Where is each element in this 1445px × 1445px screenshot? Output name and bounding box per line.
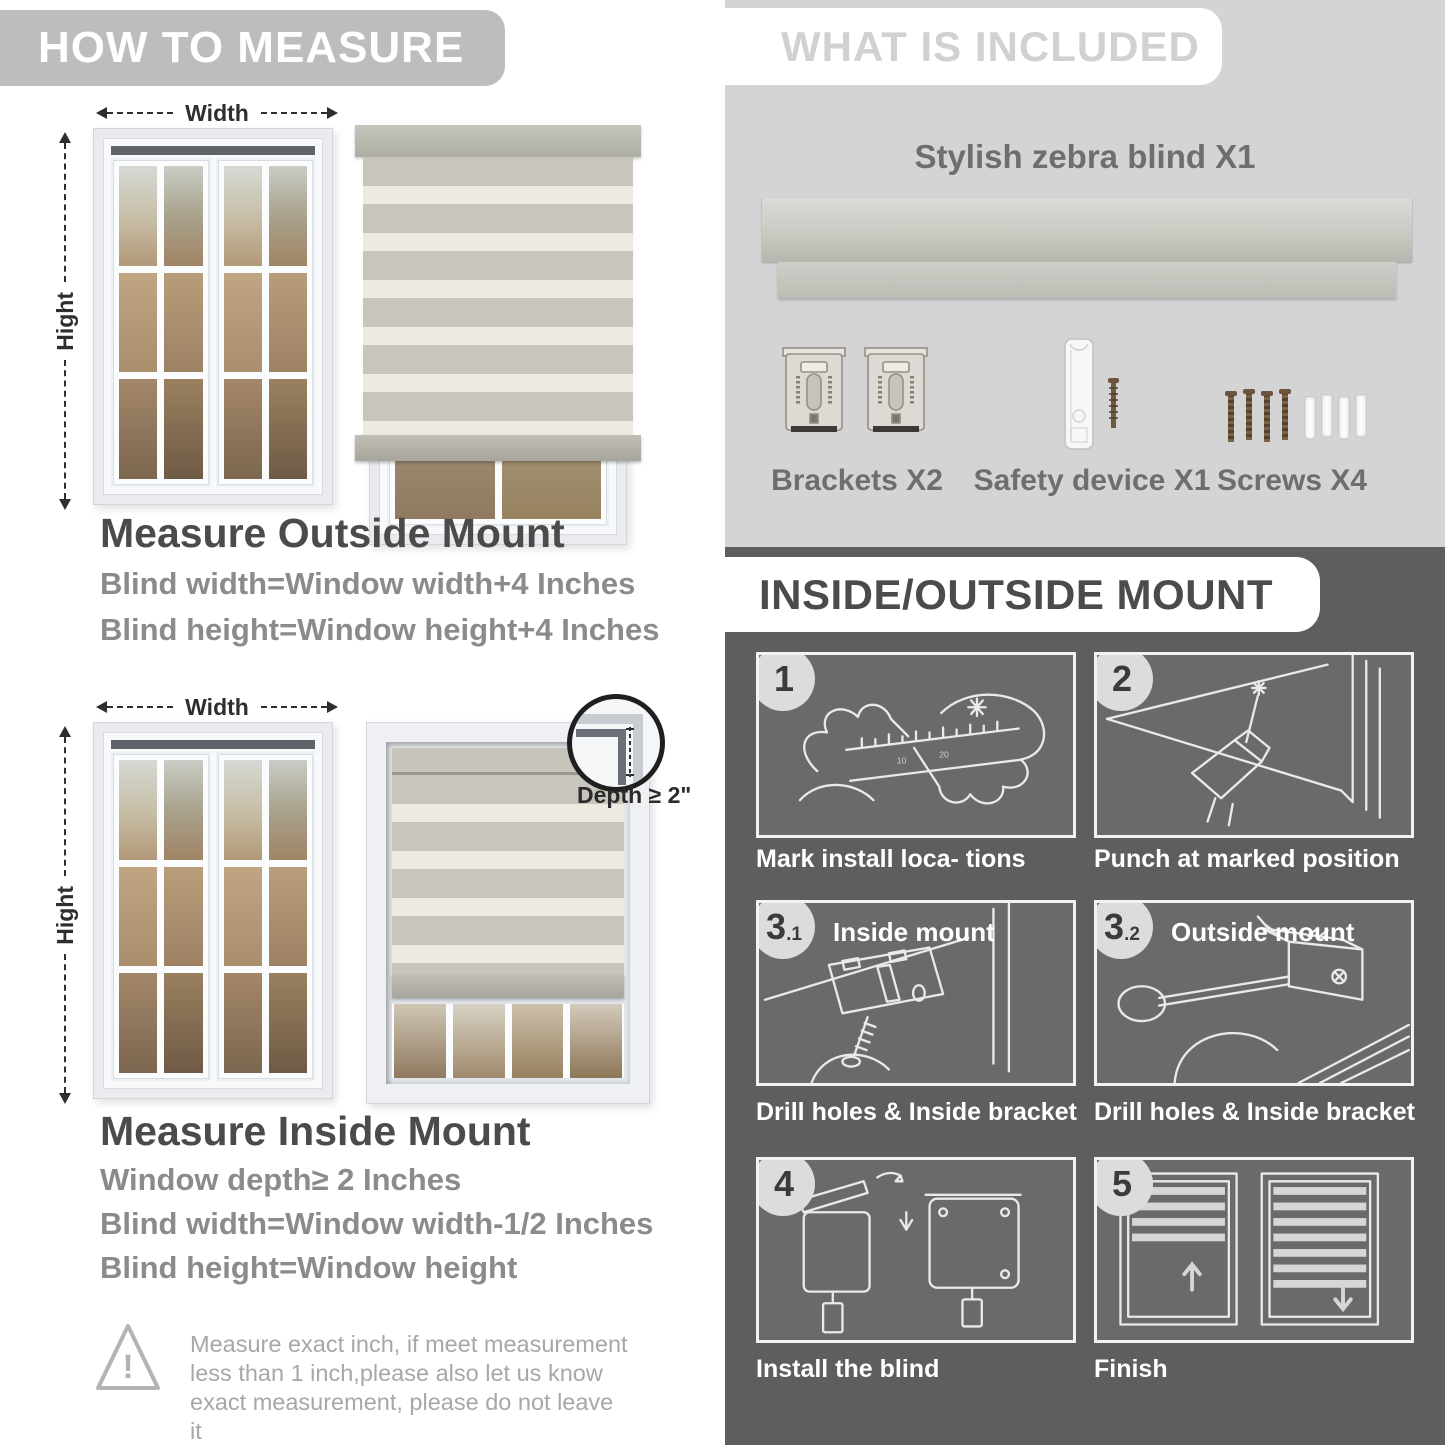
step-3-2-box <box>1094 900 1414 1086</box>
how-to-measure-title: HOW TO MEASURE <box>38 23 465 72</box>
step-1-badge: 1 <box>756 652 815 711</box>
height-label: Hight <box>51 291 78 351</box>
width-arrow <box>96 693 338 720</box>
zebra-blind-item-label: Stylish zebra blind X1 <box>914 138 1256 175</box>
step-4-badge: 4 <box>756 1157 815 1216</box>
mount-header <box>725 557 1320 632</box>
step-3-1-caption: Drill holes & Inside bracket <box>756 1098 1077 1126</box>
step-3-2-caption: Drill holes & Inside bracket <box>1094 1098 1415 1126</box>
outside-mount-formula-width: Blind width=Window width+4 Inches <box>100 566 636 601</box>
mount-title: INSIDE/OUTSIDE MOUNT <box>759 570 1274 618</box>
brackets-icon <box>781 342 931 444</box>
zebra-stripes <box>363 157 633 435</box>
window-sash <box>111 752 211 1081</box>
window-sash <box>216 752 316 1081</box>
height-label: Hight <box>51 885 78 945</box>
step-2-badge: 2 <box>1094 652 1153 711</box>
outside-mount-formula-height: Blind height=Window height+4 Inches <box>100 612 660 647</box>
blind-bottom-bar <box>355 435 641 461</box>
measure-warning <box>92 1318 667 1445</box>
step-5-box <box>1094 1157 1414 1343</box>
arrow-down-icon <box>59 499 71 510</box>
arrow-right-icon <box>327 701 338 713</box>
safety-device-icon <box>1059 336 1129 454</box>
width-arrow <box>96 99 338 126</box>
step-2-caption: Punch at marked position <box>1094 845 1400 873</box>
window-top-rail <box>111 146 315 155</box>
arrow-right-icon <box>327 107 338 119</box>
svg-text:20: 20 <box>939 749 949 760</box>
arrow-down-icon <box>59 1093 71 1104</box>
inside-mount-depth-rule: Window depth≥ 2 Inches <box>100 1162 462 1197</box>
blind-cassette <box>355 125 641 157</box>
blind-bottom-bar <box>392 974 624 998</box>
blind-illustration-outside <box>355 125 641 545</box>
step-3-1-box <box>756 900 1076 1086</box>
depth-magnifier-icon <box>567 694 665 792</box>
inside-mount-formula-height: Blind height=Window height <box>100 1250 518 1285</box>
inside-mount-formula-width: Blind width=Window width-1/2 Inches <box>100 1206 654 1241</box>
depth-label: Depth ≥ 2" <box>577 782 692 808</box>
svg-text:10: 10 <box>896 755 907 766</box>
outside-mount-label: Outside mount <box>1171 917 1355 947</box>
arrow-left-icon <box>96 107 107 119</box>
arrow-left-icon <box>96 701 107 713</box>
blind-headrail-lower <box>778 262 1396 298</box>
window-photo-below-blind <box>392 1004 624 1078</box>
step-5-badge: 5 <box>1094 1157 1153 1216</box>
arrow-up-icon <box>59 726 71 737</box>
what-is-included-title: WHAT IS INCLUDED <box>781 22 1200 70</box>
width-label: Width <box>185 693 249 720</box>
step-1-box <box>756 652 1076 838</box>
step-5-caption: Finish <box>1094 1355 1168 1383</box>
window-illustration-inside <box>93 722 333 1099</box>
inside-mount-title: Measure Inside Mount <box>100 1108 531 1154</box>
warning-text: Measure exact inch, if meet measurement less than 1 inch,please also let us know exact measurement, please do not leave it <box>190 1331 628 1444</box>
screws-label: Screws X4 <box>1216 464 1368 497</box>
outside-mount-title: Measure Outside Mount <box>100 510 565 556</box>
arrow-up-icon <box>59 132 71 143</box>
svg-text:!: ! <box>122 1348 134 1386</box>
exclamation-triangle-icon <box>92 1318 164 1400</box>
window-illustration-outside <box>93 128 333 505</box>
what-is-included-section <box>725 0 1445 547</box>
step-4-box <box>756 1157 1076 1343</box>
how-to-measure-header <box>0 10 505 86</box>
step-3-1-badge: 3 .1 <box>756 900 815 959</box>
inside-mount-label: Inside mount <box>833 917 995 947</box>
safety-device-label: Safety device X1 <box>973 464 1211 497</box>
width-label: Width <box>185 99 249 126</box>
step-2-box <box>1094 652 1414 838</box>
how-to-measure-section <box>0 0 700 1445</box>
height-arrow <box>52 726 78 1104</box>
height-arrow <box>52 132 78 510</box>
step-1-caption: Mark install loca- tions <box>756 845 1026 873</box>
step-4-caption: Install the blind <box>756 1355 940 1383</box>
what-is-included-header <box>725 8 1222 85</box>
mount-steps-section <box>725 547 1445 1445</box>
window-sash <box>216 158 316 487</box>
blind-headrail-image <box>762 198 1412 262</box>
window-top-rail <box>111 740 315 749</box>
window-sash <box>111 158 211 487</box>
step-3-2-badge: 3 .2 <box>1094 900 1153 959</box>
brackets-label: Brackets X2 <box>771 464 943 497</box>
